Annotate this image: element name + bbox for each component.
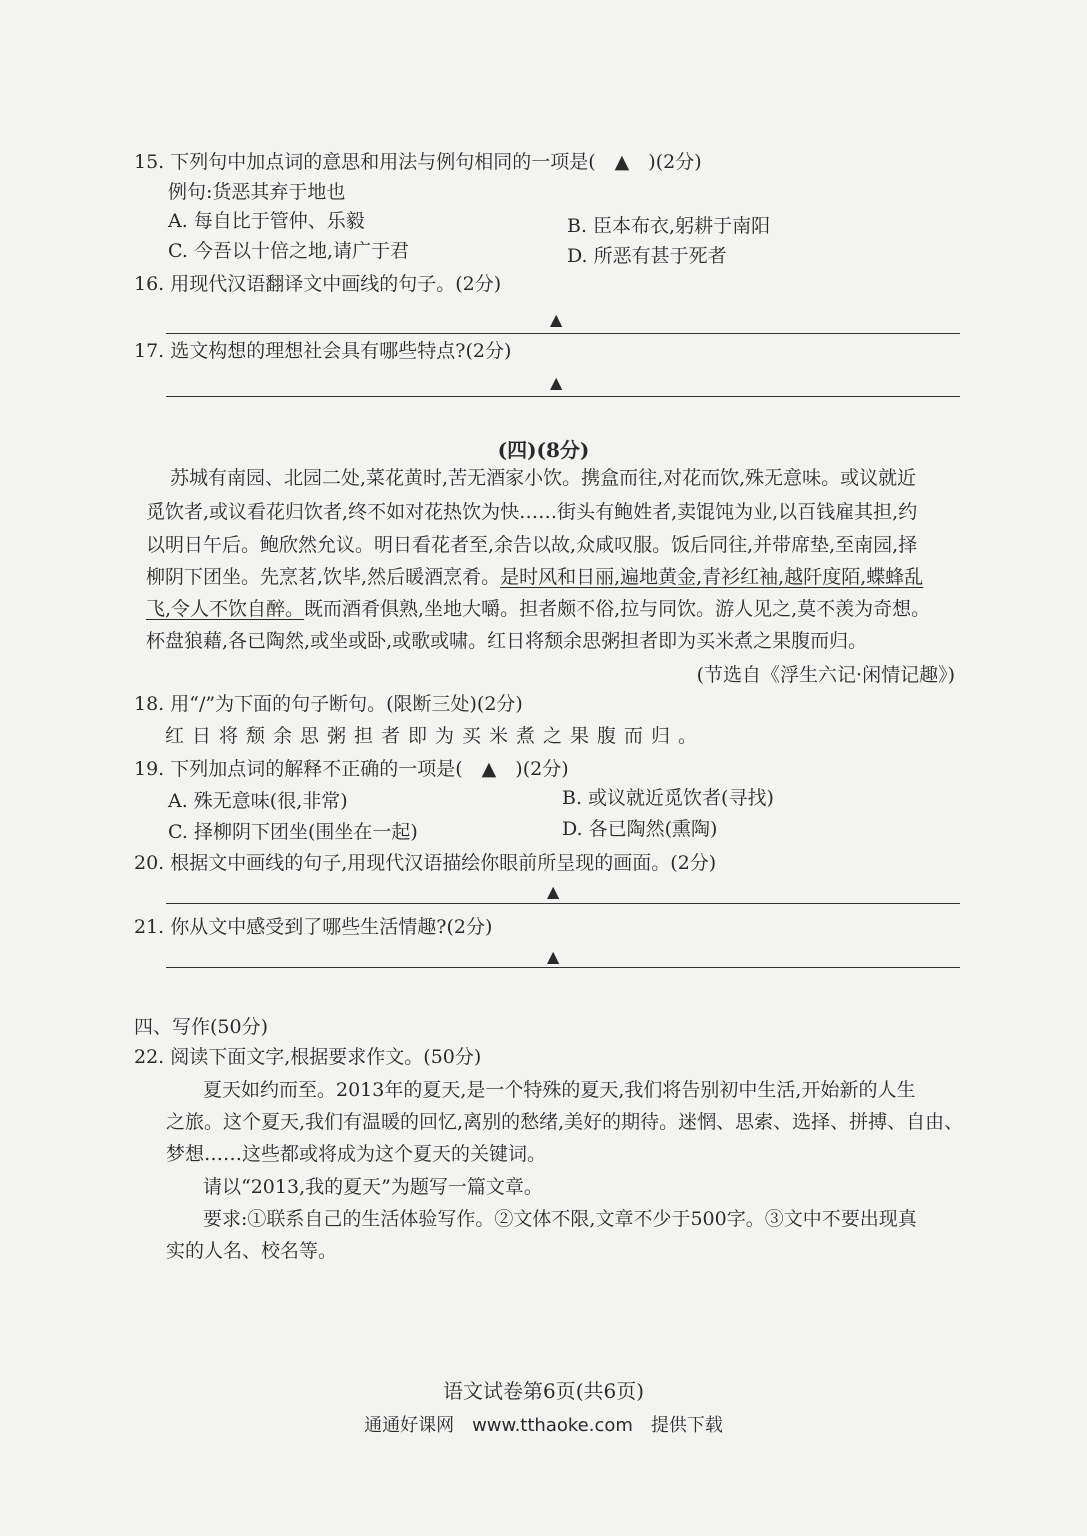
q19-option-b: B. 或议就近觅饮者(寻找) xyxy=(562,787,774,809)
page-number: 语文试卷第6页(共6页) xyxy=(442,1379,645,1403)
answer-marker-icon: ▲ xyxy=(550,310,563,329)
passage-line: 苏城有南园、北园二处,菜花黄时,苦无酒家小饮。携盒而往,对花而饮,殊无意味。或议就近 xyxy=(170,467,917,489)
q15-option-d: D. 所恶有甚于死者 xyxy=(567,245,727,267)
passage-line xyxy=(146,597,930,621)
q19-option-a: A. 殊无意味(很,非常) xyxy=(168,790,348,812)
answer-marker-icon: ▲ xyxy=(547,882,560,901)
passage-line: 以明日午后。鲍欣然允议。明日看花者至,余告以故,众咸叹服。饭后同往,并带席垫,至南园,择 xyxy=(146,534,918,556)
q15-option-b: B. 臣本布衣,躬耕于南阳 xyxy=(567,215,771,237)
q20-stem: 20. 根据文中画线的句子,用现代汉语描绘你眼前所呈现的画面。(2分) xyxy=(134,852,717,874)
q15-example: 例句:货恶其弃于地也 xyxy=(168,181,346,203)
q19-stem: 19. 下列加点词的解释不正确的一项是( ▲ )(2分) xyxy=(134,758,569,780)
writing-heading: 四、写作(50分) xyxy=(134,1016,269,1038)
answer-marker-icon: ▲ xyxy=(547,947,560,966)
passage-text: 既而酒肴俱熟,坐地大嚼。担者颇不俗,拉与同饮。游人见之,莫不羡为奇想。 xyxy=(304,598,931,620)
q20-answer-line xyxy=(166,903,960,904)
writing-paragraph: 之旅。这个夏天,我们有温暖的回忆,离别的愁绪,美好的期待。迷惘、思索、选择、拼搏、自由、 xyxy=(166,1111,964,1133)
q17-answer-line xyxy=(166,396,960,397)
underlined-sentence: 是时风和日丽,遍地黄金,青衫红袖,越阡度陌,蝶蜂乱 xyxy=(500,566,924,588)
q18-sentence: 红日将颓余思粥担者即为买米煮之果腹而归。 xyxy=(165,725,706,747)
writing-paragraph: 夏天如约而至。2013年的夏天,是一个特殊的夏天,我们将告别初中生活,开始新的人生 xyxy=(203,1079,916,1101)
passage-line: 杯盘狼藉,各已陶然,或坐或卧,或歌或啸。红日将颓余思粥担者即为买米煮之果腹而归。 xyxy=(146,630,868,652)
q16-answer-line xyxy=(166,333,960,334)
writing-title-requirement: 请以“2013,我的夏天”为题写一篇文章。 xyxy=(203,1176,543,1198)
passage-line: 觅饮者,或议看花归饮者,终不如对花热饮为快……街头有鲍姓者,卖馄饨为业,以百钱雇其担,约 xyxy=(146,501,918,523)
site-credit: 通通好课网 www.tthaoke.com 提供下载 xyxy=(364,1415,723,1436)
section4-title: (四)(8分) xyxy=(497,438,590,462)
q15-stem: 15. 下列句中加点词的意思和用法与例句相同的一项是( ▲ )(2分) xyxy=(134,151,702,173)
q22-stem: 22. 阅读下面文字,根据要求作文。(50分) xyxy=(134,1046,482,1068)
writing-requirements: 实的人名、校名等。 xyxy=(166,1240,338,1262)
answer-marker-icon: ▲ xyxy=(550,373,563,392)
q21-answer-line xyxy=(166,967,960,968)
q17-stem: 17. 选文构想的理想社会具有哪些特点?(2分) xyxy=(134,340,512,362)
writing-paragraph: 梦想……这些都或将成为这个夏天的关键词。 xyxy=(166,1143,547,1165)
q15-option-a: A. 每自比于管仲、乐毅 xyxy=(168,210,365,232)
passage-text: 柳阴下团坐。先烹茗,饮毕,然后暖酒烹肴。 xyxy=(146,566,501,588)
passage-line xyxy=(146,565,923,589)
q15-option-c: C. 今吾以十倍之地,请广于君 xyxy=(168,240,409,262)
q19-option-d: D. 各已陶然(熏陶) xyxy=(562,818,718,840)
writing-requirements: 要求:①联系自己的生活体验写作。②文体不限,文章不少于500字。③文中不要出现真 xyxy=(203,1208,917,1230)
passage-source: (节选自《浮生六记·闲情记趣》) xyxy=(696,664,955,686)
q19-option-c: C. 择柳阴下团坐(围坐在一起) xyxy=(168,821,418,843)
q16-stem: 16. 用现代汉语翻译文中画线的句子。(2分) xyxy=(134,273,502,295)
q18-stem: 18. 用“/”为下面的句子断句。(限断三处)(2分) xyxy=(134,693,523,715)
underlined-sentence: 飞,令人不饮自醉。 xyxy=(146,598,305,620)
q21-stem: 21. 你从文中感受到了哪些生活情趣?(2分) xyxy=(134,916,493,938)
